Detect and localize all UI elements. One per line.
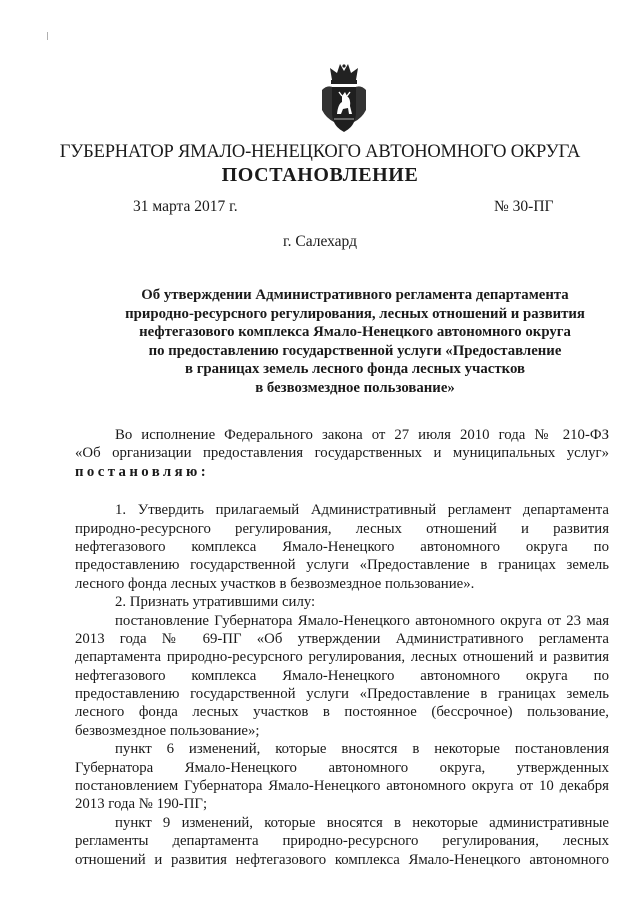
body-line: пункт 6 изменений, которые вносятся в некоторые постановления: [115, 741, 609, 758]
body-line: природно-ресурсного регулирования, лесных отношений и развития: [75, 520, 609, 537]
issuing-authority: ГУБЕРНАТОР ЯМАЛО-НЕНЕЦКОГО АВТОНОМНОГО ОКРУГА: [59, 142, 581, 162]
body-line: департамента природно-ресурсного регулирования, лесных отношений и развития: [75, 649, 609, 666]
title-line: природно-ресурсного регулирования, лесных отношений и развития: [125, 305, 585, 322]
document-date: 31 марта 2017 г.: [133, 198, 238, 215]
body-line: безвозмездное пользование»;: [75, 722, 260, 739]
body-line: предоставлению государственной услуги «Предоставление в границах земель: [75, 557, 609, 574]
title-line: в безвозмездное пользование»: [255, 379, 455, 396]
body-line: Во исполнение Федерального закона от 27 июля 2010 года № 210-ФЗ: [115, 427, 609, 443]
document-body: [75, 426, 609, 869]
document-city: г. Салехард: [283, 233, 357, 250]
scan-mark: [47, 32, 48, 40]
body-line: 2013 года № 69-ПГ «Об утверждении Административного регламента: [75, 630, 609, 647]
title-line: в границах земель лесного фонда лесных участков: [185, 361, 525, 378]
body-line: регламенты департамента природно-ресурсного регулирования, лесных: [75, 833, 609, 850]
body-line: 1. Утвердить прилагаемый Административный регламент департамента: [115, 502, 609, 519]
body-line: пункт 9 изменений, которые вносятся в некоторые административные: [115, 814, 609, 831]
coat-of-arms-icon: [318, 62, 370, 138]
body-line: Губернатора Ямало-Ненецкого автономного округа, утвержденных: [75, 759, 609, 776]
title-line: по предоставлению государственной услуги «Предоставление: [148, 342, 562, 359]
body-line: 2013 года № 190-ПГ;: [75, 796, 208, 813]
body-line: постановлением Губернатора Ямало-Ненецкого автономного округа от 10 декабря: [75, 778, 609, 795]
body-line: отношений и развития нефтегазового комплекса Ямало-Ненецкого автономного: [75, 851, 609, 868]
title-line: нефтегазового комплекса Ямало-Ненецкого автономного округа: [139, 324, 571, 341]
body-line: лесного фонда лесных участков в постоянное (бессрочное) пользование,: [75, 704, 609, 721]
body-line: нефтегазового комплекса Ямало-Ненецкого автономного округа по: [75, 538, 609, 555]
body-line: 2. Признать утратившими силу:: [115, 594, 316, 611]
decree-word: постановляю:: [75, 463, 210, 480]
body-line: постановление Губернатора Ямало-Ненецкого автономного округа от 23 мая: [115, 612, 609, 629]
body-line: нефтегазового комплекса Ямало-Ненецкого автономного округа по: [75, 667, 609, 684]
body-line: «Об организации предоставления государственных и муниципальных услуг»: [75, 445, 609, 462]
document-title: [60, 286, 640, 398]
document-type: ПОСТАНОВЛЕНИЕ: [221, 164, 419, 186]
title-line: Об утверждении Административного регламента департамента: [141, 287, 569, 303]
paragraph-gap: [75, 481, 609, 501]
body-line: лесного фонда лесных участков в безвозмездное пользование».: [75, 575, 475, 592]
body-line: предоставлению государственной услуги «Предоставление в границах земель: [75, 686, 609, 703]
document-number: № 30-ПГ: [494, 198, 554, 215]
